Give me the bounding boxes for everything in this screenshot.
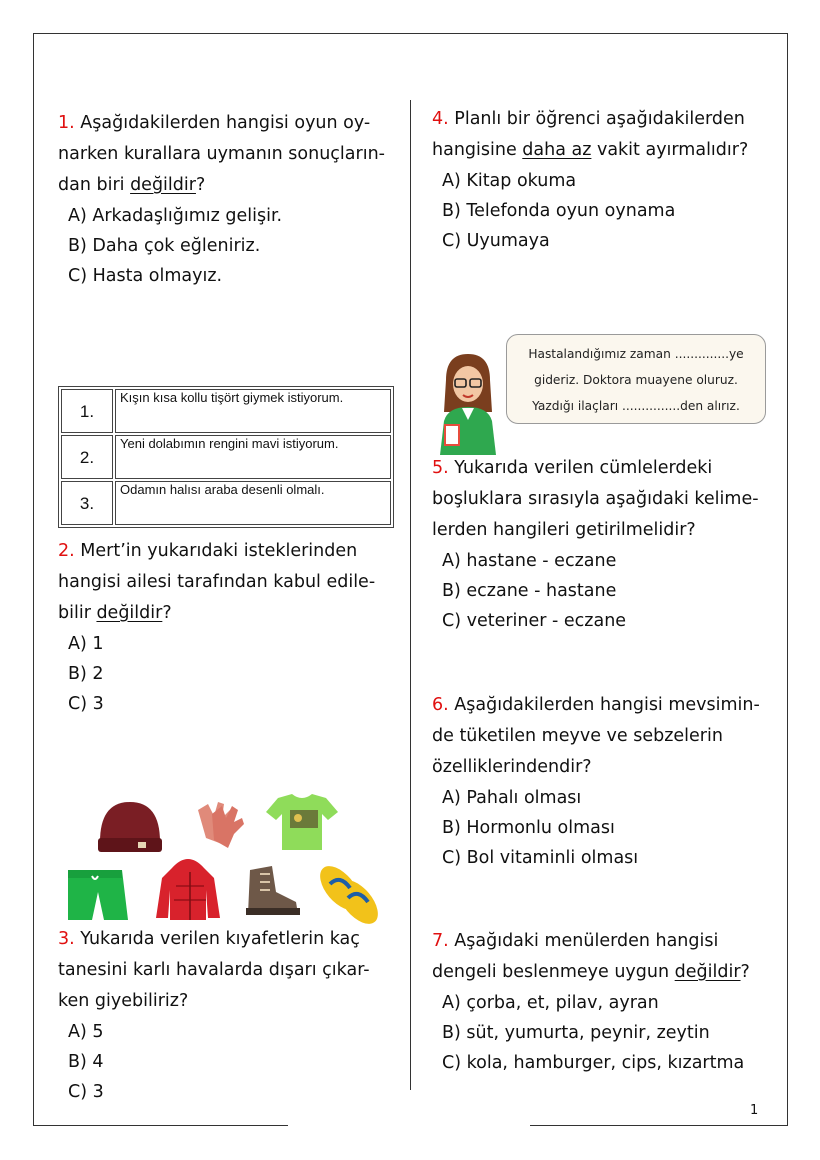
question-number: 5. [432, 458, 449, 478]
boots-icon [246, 866, 300, 915]
tshirt-icon [266, 794, 338, 850]
table-row: 2. Yeni dolabımın rengini mavi istiyorum. [61, 435, 391, 479]
requests-table [58, 386, 394, 528]
option-c[interactable]: C) 3 [68, 694, 104, 714]
footer-line-left [33, 1125, 288, 1126]
option-b[interactable]: B) Daha çok eğleniriz. [68, 236, 261, 256]
question-number: 6. [432, 695, 449, 715]
clothes-illustration [62, 790, 392, 925]
question-1: 1. Aşağıdakilerden hangisi oyun oy- narken kurallara uymanın sonuçların- dan biri değildir? A) Arkadaşlığımız gelişir. B) Daha çok eğleniriz. C) Hasta olmayız. [58, 108, 403, 291]
option-c[interactable]: C) 3 [68, 1082, 104, 1102]
puffer-jacket-icon [156, 859, 220, 920]
option-c[interactable]: C) Hasta olmayız. [68, 266, 223, 286]
flip-flops-icon [313, 859, 386, 925]
question-number: 4. [432, 109, 449, 129]
option-a[interactable]: A) Arkadaşlığımız gelişir. [68, 206, 283, 226]
question-7: 7. Aşağıdaki menülerden hangisi dengeli beslenmeye uygun değildir? A) çorba, et, pilav, ayran B) süt, yumurta, peynir, zeytin C) kola, hamburger, cips, kızartma [432, 926, 782, 1078]
option-c[interactable]: C) Bol vitaminli olması [442, 848, 639, 868]
question-number: 2. [58, 541, 75, 561]
option-b[interactable]: B) 4 [68, 1052, 104, 1072]
question-2: 2. Mert’in yukarıdaki isteklerinden hangisi ailesi tarafından kabul edile- bilir değildir? A) 1 B) 2 C) 3 [58, 536, 403, 719]
speech-bubble: Hastalandığımız zaman ..............ye gideriz. Doktora muayene oluruz. Yazdığı ilaçları ...............den alırız. [506, 334, 766, 424]
option-c[interactable]: C) veteriner - eczane [442, 611, 627, 631]
gloves-icon [198, 802, 244, 848]
teacher-illustration [432, 350, 502, 455]
question-5: 5. Yukarıda verilen cümlelerdeki boşluklara sırasıyla aşağıdaki kelime- lerden hangileri getirilmelidir? A) hastane - eczane B) eczane - hastane C) veteriner - eczane [432, 453, 782, 636]
question-number: 3. [58, 929, 75, 949]
option-a[interactable]: A) hastane - eczane [442, 551, 617, 571]
shorts-icon [68, 870, 128, 920]
column-divider [410, 100, 411, 1090]
table-row: 1. Kışın kısa kollu tişört giymek istiyorum. [61, 389, 391, 433]
option-b[interactable]: B) eczane - hastane [442, 581, 617, 601]
option-b[interactable]: B) 2 [68, 664, 104, 684]
option-a[interactable]: A) 5 [68, 1022, 104, 1042]
option-a[interactable]: A) Kitap okuma [442, 171, 577, 191]
question-3: 3. Yukarıda verilen kıyafetlerin kaç tanesini karlı havalarda dışarı çıkar- ken giyebiliriz? A) 5 B) 4 C) 3 [58, 924, 403, 1107]
option-b[interactable]: B) süt, yumurta, peynir, zeytin [442, 1023, 710, 1043]
beanie-icon [98, 802, 162, 852]
question-number: 7. [432, 931, 449, 951]
question-number: 1. [58, 113, 75, 133]
option-c[interactable]: C) Uyumaya [442, 231, 550, 251]
option-c[interactable]: C) kola, hamburger, cips, kızartma [442, 1053, 745, 1073]
question-6: 6. Aşağıdakilerden hangisi mevsimin- de tüketilen meyve ve sebzelerin özelliklerindendir? A) Pahalı olması B) Hormonlu olması C) Bol vitaminli olması [432, 690, 782, 873]
question-4: 4. Planlı bir öğrenci aşağıdakilerden hangisine daha az vakit ayırmalıdır? A) Kitap okuma B) Telefonda oyun oynama C) Uyumaya [432, 104, 782, 256]
option-a[interactable]: A) 1 [68, 634, 104, 654]
option-b[interactable]: B) Telefonda oyun oynama [442, 201, 676, 221]
option-a[interactable]: A) Pahalı olması [442, 788, 582, 808]
page-number: 1 [750, 1103, 759, 1118]
table-row: 3. Odamın halısı araba desenli olmalı. [61, 481, 391, 525]
footer-line-right [530, 1125, 788, 1126]
option-a[interactable]: A) çorba, et, pilav, ayran [442, 993, 659, 1013]
option-b[interactable]: B) Hormonlu olması [442, 818, 615, 838]
